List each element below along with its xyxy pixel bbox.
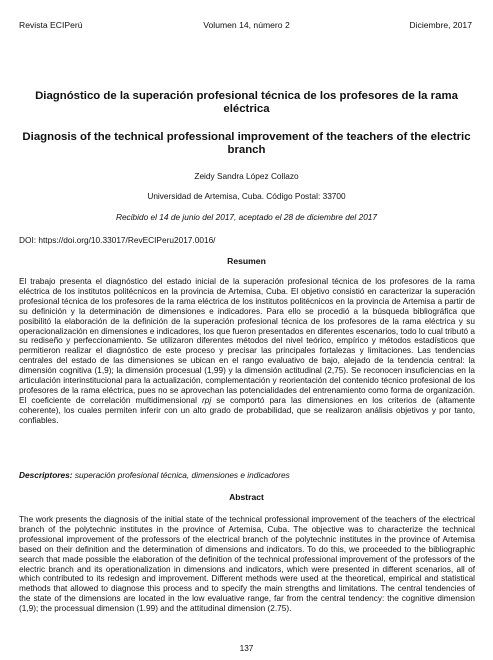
abstract-heading: Abstract [229,492,264,502]
page-number: 137 [239,643,254,653]
keywords-label: Descriptores: [19,470,73,480]
rpj-symbol: rpj [202,395,212,405]
received-accepted-dates: Recibido el 14 de junio del 2017, aceptado el 28 de diciembre del 2017 [115,212,378,222]
resumen-heading: Resumen [227,256,266,266]
keywords-value: superación profesional técnica, dimensiones e indicadores [74,470,290,480]
issue-date: Diciembre, 2017 [409,20,472,30]
journal-name: Revista ECIPerú [19,20,83,30]
volume-number: Volumen 14, número 2 [203,20,290,30]
resumen-text-part-2: se comportó para las dimensiones en los criterios de (altamente coherente), los cuales permiten inferir con un alto grado de probabilidad, que se realizaron análisis objetivos y por tanto, confiables. [19,395,475,425]
title-spanish: Diagnóstico de la superación profesional técnica de los profesores de la rama eléctrica [35,90,458,115]
author-name: Zeidy Sandra López Collazo [194,171,299,181]
title-english: Diagnosis of the technical professional improvement of the teachers of the electric branch [22,131,471,156]
author-affiliation: Universidad de Artemisa, Cuba. Código Postal: 33700 [147,191,346,201]
abstract-text: The work presents the diagnosis of the initial state of the technical professional improvement of the teachers of the electrical branch of the polytechnic institutes in the province of Artemisa, Cuba. The objective was to characterize the technical professional improvement of the professors of the electrical branch of the polytechnic institutes in the province of Artemisa based on their definition and the determination of dimensions and indicators. To do this, we proceeded to the bibliographic search that made possible the elaboration of the definition of the technical professional improvement of the professors of the electric branch and its operationalization in dimensions and indicators, which were presented in different scenarios, all of which contributed to its redesign and improvement. Different methods were used at the theoretical, empirical and statistical methods that allowed to diagnose this process and to specify the main strengths and limitations. The central tendencies of the state of the dimensions are located in the low evaluative range, far from the central tendency: the cognitive dimension (1,9); the processual dimension (1.99) and the attitudinal dimension (2.75). [19,515,475,614]
keywords [19,470,290,480]
resumen-text-part-1: El trabajo presenta el diagnóstico del estado inicial de la superación profesional técnica de los profesores de la rama eléctrica de los institutos politécnicos en la provincia de Artemisa, Cuba. El objetivo consistió en caracterizar la superación profesional técnica de los profesores de la rama eléctrica de los institutos politécnicos en la provincia de Artemisa a partir de su definición y la determinación de dimensiones e indicadores. Para ello se procedió a la búsqueda bibliográfica que posibilitó la elaboración de la definición de la superación profesional técnica de los profesores de la rama eléctrica y su operacionalización en dimensiones e indicadores, los que fueron presentados en diferentes escenarios, todo lo cual tributó a su rediseño y perfeccionamiento. Se utilizaron diferentes métodos del nivel teórico, empírico y métodos estadísticos que permitieron realizar el diagnóstico de este proceso y precisar las principales fortalezas y limitaciones. Las tendencias centrales del estado de las dimensiones se ubican en el rango evaluativo de bajo, alejado de la tendencia central: la dimensión cognitiva (1,9); la dimensión procesual (1,99) y la dimensión actitudinal (2,75). Se reconocen insuficiencias en la articulación interinstitucional para la actualización, complementación y reorientación del contenido técnico profesional de los profesores de la rama eléctrica, pues no se aprovechan las potencialidades del entrenamiento como forma de organización. El coeficiente de correlación multidimensional [19,277,475,405]
doi-link[interactable]: DOI: https://doi.org/10.33017/RevECIPeru2017.0016/ [19,235,216,245]
resumen-text [19,277,475,426]
